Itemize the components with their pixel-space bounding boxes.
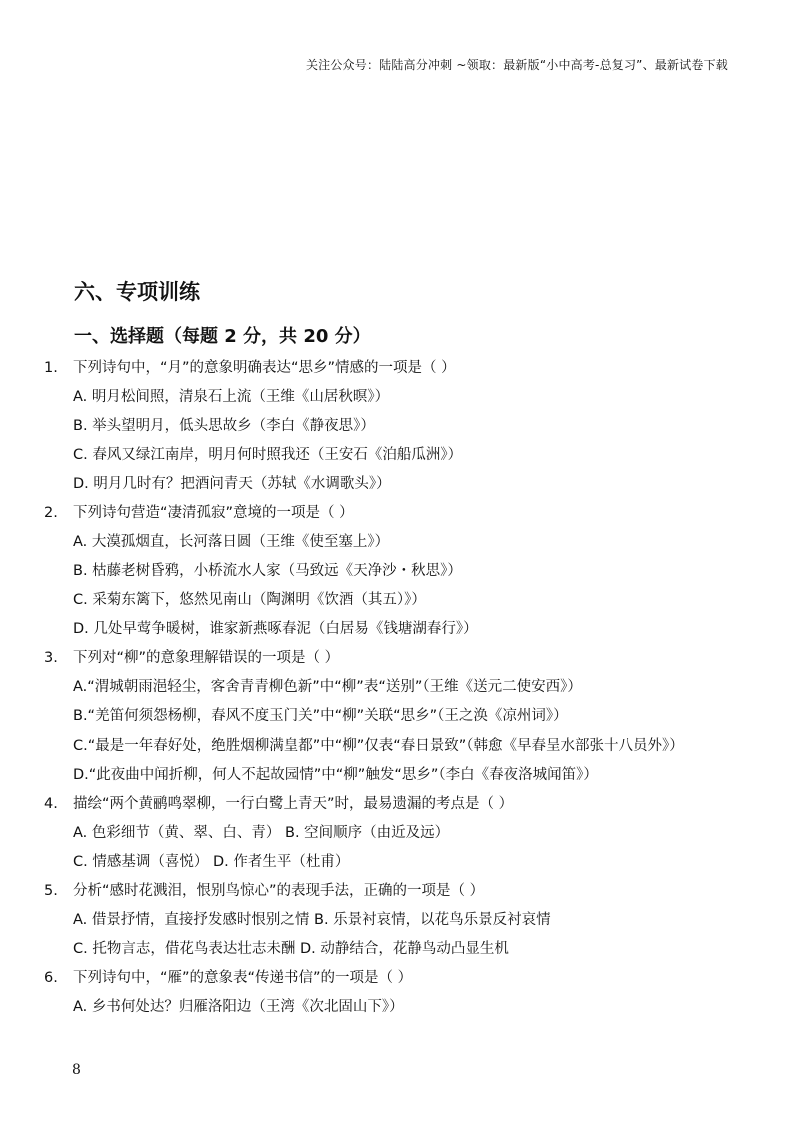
question-stem: 分析“感时花溅泪，恨别鸟惊心”的表现手法，正确的一项是（ ） — [73, 883, 485, 899]
question-5 — [44, 877, 734, 964]
question-stem: 下列诗句营造“凄清孤寂”意境的一项是（ ） — [73, 505, 354, 521]
question-number: 5. — [44, 883, 58, 899]
question-2 — [44, 499, 734, 644]
question-3 — [44, 644, 734, 790]
option-c: C.“最是一年春好处，绝胜烟柳满皇都”中“柳”仅表“春日景致”（韩愈《早春呈水部张十八员外》） — [73, 738, 684, 754]
question-number: 2. — [44, 505, 58, 521]
question-6 — [44, 964, 734, 1022]
option-a: A. 明月松间照，清泉石上流（王维《山居秋暝》） — [73, 389, 390, 405]
option-row-cd: C. 托物言志，借花鸟表达壮志未酬 D. 动静结合，花静鸟动凸显生机 — [73, 941, 509, 957]
question-number: 6. — [44, 970, 58, 986]
option-c: C. 采菊东篱下，悠然见南山（陶渊明《饮酒（其五）》） — [73, 592, 426, 608]
question-list — [44, 354, 734, 1022]
question-stem: 下列诗句中，“雁”的意象表“传递书信”的一项是（ ） — [73, 970, 413, 986]
sub-title: 一、选择题（每题 2 分，共 20 分） — [74, 326, 371, 347]
option-d: D. 几处早莺争暖树，谁家新燕啄春泥（白居易《钱塘湖春行》） — [73, 621, 478, 637]
option-a: A. 乡书何处达？归雁洛阳边（王湾《次北固山下》） — [73, 999, 404, 1015]
option-a: A.“渭城朝雨浥轻尘，客舍青青柳色新”中“柳”表“送别”（王维《送元二使安西》） — [73, 679, 582, 695]
question-stem: 下列诗句中，“月”的意象明确表达“思乡”情感的一项是（ ） — [73, 360, 456, 376]
question-stem: 下列对“柳”的意象理解错误的一项是（ ） — [73, 650, 340, 666]
option-b: B.“羌笛何须怨杨柳，春风不度玉门关”中“柳”关联“思乡”（王之涣《凉州词》） — [73, 708, 568, 724]
option-d: D.“此夜曲中闻折柳，何人不起故园情”中“柳”触发“思乡”（李白《春夜洛城闻笛》） — [73, 767, 598, 783]
option-b: B. 枯藤老树昏鸦，小桥流水人家（马致远《天净沙・秋思》） — [73, 563, 462, 579]
question-1 — [44, 354, 734, 499]
option-b: B. 举头望明月，低头思故乡（李白《静夜思》） — [73, 418, 375, 434]
option-d: D. 明月几时有？把酒问青天（苏轼《水调歌头》） — [73, 476, 391, 492]
option-c: C. 春风又绿江南岸，明月何时照我还（王安石《泊船瓜洲》） — [73, 447, 463, 463]
option-row-ab: A. 色彩细节（黄、翠、白、青） B. 空间顺序（由近及远） — [73, 825, 450, 841]
option-a: A. 大漠孤烟直，长河落日圆（王维《使至塞上》） — [73, 534, 390, 550]
question-stem: 描绘“两个黄鹂鸣翠柳，一行白鹭上青天”时，最易遗漏的考点是（ ） — [73, 796, 514, 812]
question-number: 4. — [44, 796, 58, 812]
page-header: 关注公众号：陆陆高分冲刺 ~领取：最新版“小中高考-总复习”、最新试卷下载 — [305, 58, 728, 72]
question-4 — [44, 790, 734, 877]
page-number: 8 — [72, 1062, 81, 1078]
question-number: 1. — [44, 360, 58, 376]
question-number: 3. — [44, 650, 58, 666]
option-row-cd: C. 情感基调（喜悦） D. 作者生平（杜甫） — [73, 854, 350, 870]
option-row-ab: A. 借景抒情，直接抒发感时恨别之情 B. 乐景衬哀情，以花鸟乐景反衬哀情 — [73, 912, 551, 928]
section-title: 六、专项训练 — [74, 280, 200, 304]
